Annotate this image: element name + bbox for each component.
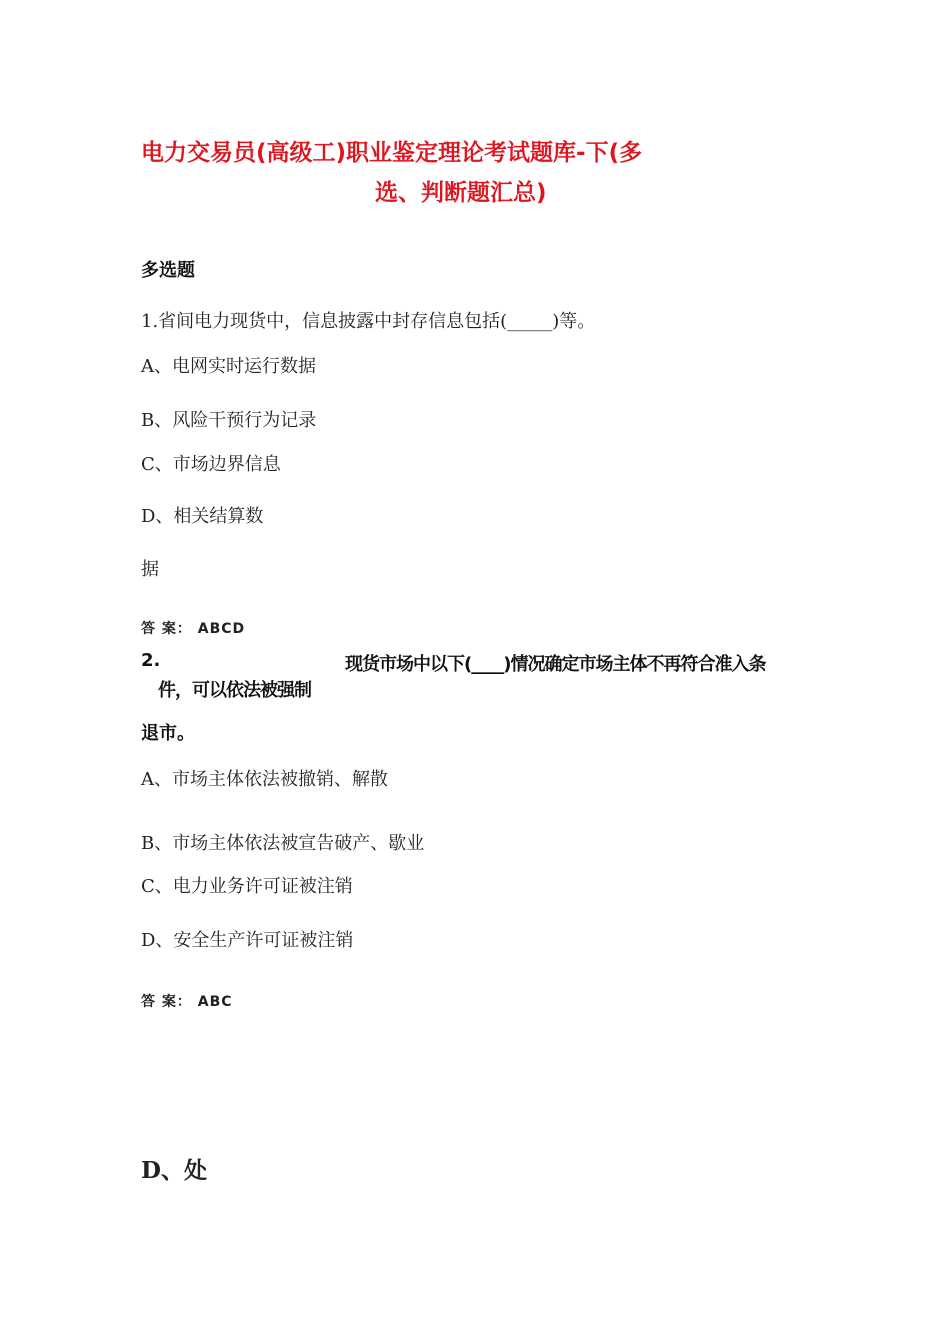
q1-option-a: A、电网实时运行数据: [141, 356, 316, 377]
section-heading: 多选题: [141, 260, 195, 281]
q1-option-b: B、风险干预行为记录: [141, 410, 317, 431]
question-2-line-1: 现货市场中以下(____)情况确定市场主体不再符合准入条: [345, 654, 766, 675]
q2-option-a: A、市场主体依法被撤销、解散: [141, 769, 388, 790]
q2-option-b: B、市场主体依法被宣告破产、歇业: [141, 833, 425, 854]
question-2-line-3: 退市。: [141, 723, 195, 744]
title-line-1: 电力交易员(高级工)职业鉴定理论考试题库-下(多: [141, 140, 643, 166]
q1-answer: 答 案： ABCD: [141, 621, 246, 637]
q1-option-d: D、相关结算数: [141, 506, 264, 527]
question-2-line-2: 件，可以依法被强制: [158, 680, 311, 701]
q2-number: 2.: [141, 650, 161, 671]
q1-option-d-cont: 据: [141, 559, 159, 580]
q2-answer: 答 案： ABC: [141, 994, 233, 1010]
question-1: 1.省间电力现货中，信息披露中封存信息包括(_____)等。: [141, 311, 596, 332]
q2-option-d: D、安全生产许可证被注销: [141, 930, 354, 951]
title-line-2: 选、判断题汇总): [375, 180, 547, 206]
option-fragment: D、处: [141, 1157, 207, 1184]
q2-option-c: C、电力业务许可证被注销: [141, 876, 353, 897]
q1-option-c: C、市场边界信息: [141, 454, 281, 475]
